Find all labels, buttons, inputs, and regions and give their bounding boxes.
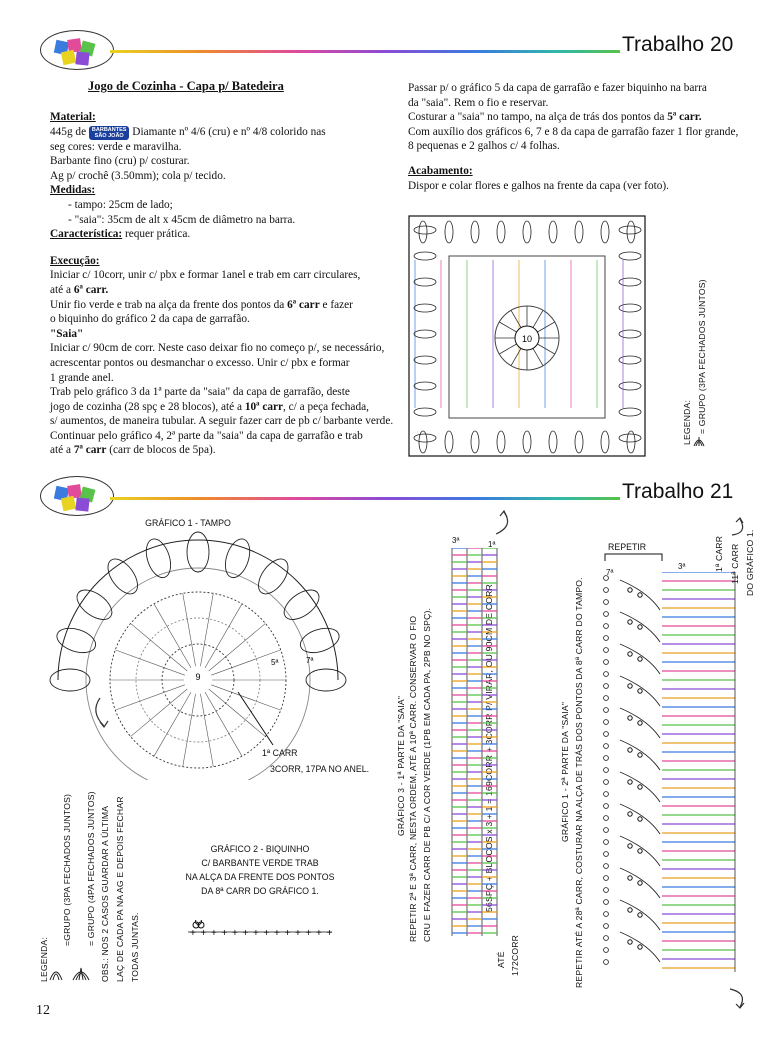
g4-chain: [604, 624, 609, 629]
biquinho-plus: +: [284, 928, 291, 939]
t20-left-column: [50, 110, 393, 458]
g4-chain: [628, 748, 632, 752]
g1-row7-label: 7ª: [306, 656, 314, 665]
g4-chain: [628, 812, 632, 816]
t21-legend-5: TODAS JUNTAS.: [130, 912, 140, 982]
g4-chain: [638, 625, 642, 629]
brand-logo: BARBANTES SÃO JOÃO: [89, 126, 130, 140]
g1-first-row-desc: 3CORR, 17PA NO ANEL.: [270, 764, 370, 774]
g1p2-title: GRÁFICO 1 - 2ª PARTE DA "SAIA": [560, 701, 570, 842]
g4-chain: [604, 912, 609, 917]
square-petal: [619, 304, 641, 312]
g4-chain: [604, 636, 609, 641]
biquinho-plus: +: [305, 928, 312, 939]
square-petal: [414, 278, 436, 286]
g4-chain: [604, 840, 609, 845]
biquinho-plus: +: [316, 928, 322, 939]
group3-symbol-icon: [48, 964, 64, 982]
saia-line-6: s/ aumentos, de maneira tubular. A seguir fazer carr de pb c/ barbante verde.: [50, 415, 394, 428]
first-carr-label-2: 11ª CARR: [730, 543, 740, 584]
g4-chain: [604, 756, 609, 761]
g4-chain: [628, 684, 632, 688]
biquinho-plus: +: [295, 928, 301, 939]
g4-chain: [604, 852, 609, 857]
material-line-1: 445g de BARBANTES SÃO JOÃO Diamante nº 4/6 (cru) e nº 4/8 colorido nas: [50, 125, 326, 139]
arrowhead-icon: [100, 721, 108, 727]
material-heading: Material:: [50, 111, 96, 123]
saia-heading: "Saia": [50, 327, 84, 340]
g4-arc: [620, 772, 660, 802]
square-petal: [497, 221, 505, 243]
exec-line-1: Iniciar c/ 10corr, unir c/ pbx e formar 1anel e trab em carr circulares,: [50, 269, 361, 282]
header-divider-2: [110, 497, 620, 500]
g4-chain: [604, 828, 609, 833]
square-petal: [549, 221, 557, 243]
biquinho-plus: +: [232, 928, 238, 939]
square-petal: [414, 330, 436, 338]
repeat-arrow-icon: [490, 508, 518, 538]
g4-chain: [604, 888, 609, 893]
g4-arc: [620, 708, 660, 738]
g4-chain: [604, 744, 609, 749]
saia-line-2: acrescentar pontos ou desmanchar o excesso. Unir c/ pbx e formar: [50, 356, 350, 369]
exec-line-2: até a 6ª carr.: [50, 283, 109, 296]
biquinho-plus: +: [274, 928, 280, 939]
g4-chain: [604, 804, 609, 809]
g4-chain: [604, 924, 609, 929]
g4-chain: [604, 792, 609, 797]
g4-chain: [604, 660, 609, 665]
t20-right-column: [408, 81, 738, 193]
saia-line-4: Trab pelo gráfico 3 da 1ª parte da "saia" da capa de garrafão, deste: [50, 386, 350, 399]
right-line-2: da "saia". Rem o fio e reservar.: [408, 96, 549, 109]
g4-chain: [628, 780, 632, 784]
g1p2-row3-label: 3ª: [678, 562, 686, 571]
exec-line-3: Unir fio verde e trab na alça da frente dos pontos da 6ª carr e fazer: [50, 298, 353, 311]
square-petal: [414, 304, 436, 312]
acabamento-text: Dispor e colar flores e galhos na frente da capa (ver foto).: [408, 179, 669, 192]
square-petal: [619, 252, 641, 260]
square-petal: [627, 221, 635, 243]
g4-chain: [638, 849, 642, 853]
tampo-fan-petal: [50, 669, 90, 691]
right-line-4: Com auxílio dos gráficos 6, 7 e 8 da capa de garrafão fazer 1 flor grande,: [408, 125, 739, 138]
square-petal: [619, 408, 641, 416]
tampo-outer-arc: [58, 540, 338, 680]
repetir-bracket: [604, 552, 664, 562]
square-petal: [619, 226, 641, 234]
g4-arc: [620, 804, 660, 834]
square-petal: [414, 226, 436, 234]
square-petal: [414, 408, 436, 416]
tampo-spoke: [200, 593, 213, 666]
biquinho-plus: +: [326, 928, 333, 939]
g4-chain: [604, 816, 609, 821]
t20-legend-text: = GRUPO (3PA FECHADOS JUNTOS): [697, 279, 707, 434]
g4-chain: [628, 588, 632, 592]
first-carr-label: 1ª CARR: [714, 535, 724, 572]
trabalho-21-title: Trabalho 21: [622, 480, 734, 503]
g4-chain: [628, 716, 632, 720]
group-symbol-icon: [692, 434, 706, 448]
square-petal: [619, 278, 641, 286]
square-spoke: [499, 344, 516, 354]
page-number: 12: [36, 1003, 50, 1018]
group4-symbol-icon: [72, 964, 90, 982]
g3-ate: ATÉ: [496, 951, 506, 968]
g4-chain: [604, 732, 609, 737]
g1p2-line-1: REPETIR ATÉ A 28ª CARR, COSTURAR NA ALÇA DE TRÁS DOS PONTOS DA 8ª CARR DO TAMPO.: [574, 577, 584, 988]
g4-chain: [604, 936, 609, 941]
g3-line-1: REPETIR 2ª E 3ª CARR, NESTA ORDEM, ATÉ A 10ª CARR. CONSERVAR O FIO: [408, 615, 418, 942]
square-petal: [523, 431, 531, 453]
tampo-fan-petal: [253, 554, 294, 599]
g4-chain: [604, 900, 609, 905]
t21-legend-1: =GRUPO (3PA FECHADOS JUNTOS): [62, 793, 72, 946]
square-petal: [471, 221, 479, 243]
first-carr-label-3: DO GRÁFICO 1.: [745, 529, 755, 596]
g4-chain: [604, 948, 609, 953]
g4-chain: [604, 612, 609, 617]
execucao-heading: Execução:: [50, 254, 100, 267]
tampo-spoke: [115, 685, 185, 710]
tampo-spoke: [211, 685, 281, 710]
acabamento-heading: Acabamento:: [408, 164, 473, 177]
t20-legend-label: LEGENDA:: [682, 399, 692, 445]
square-petal: [575, 221, 583, 243]
exec-line-4: o biquinho do gráfico 2 da capa de garrafão.: [50, 313, 250, 326]
publisher-logo: [40, 30, 114, 70]
g4-chain: [604, 672, 609, 677]
medidas-line-2: - "saia": 35cm de alt x 45cm de diâmetro na barra.: [68, 213, 296, 226]
square-motif-chart: [405, 212, 650, 462]
turn-arrow-icon: [728, 515, 752, 539]
t21-legend-4: LAÇ DE CADA PA NA AG E DEPOIS FECHAR: [115, 796, 125, 982]
g3-row1-label: 1ª: [488, 540, 496, 549]
caracteristica-line: Característica: requer prática.: [50, 228, 191, 241]
g4-chain: [604, 648, 609, 653]
saia-line-3: 1 grande anel.: [50, 371, 114, 384]
g1p2-row7-label: 7ª: [606, 568, 614, 577]
g4-chain: [604, 696, 609, 701]
fan-motifs: [50, 532, 346, 780]
g3-title: GRÁFICO 3 - 1ª PARTE DA "SAIA": [396, 695, 406, 836]
turn-arrow-bottom-icon: [726, 985, 752, 1011]
tampo-fan-petal: [102, 554, 143, 599]
biquinho-plus: +: [253, 928, 259, 939]
square-petal: [619, 356, 641, 364]
g1-title: GRÁFICO 1 - TAMPO: [145, 518, 231, 528]
g2-caption: GRÁFICO 2 - BIQUINHO C/ BARBANTE VERDE TRAB NA ALÇA DA FRENTE DOS PONTOS DA 8ª CARR DO GRÁFICO 1.: [185, 844, 335, 896]
g3-172corr: 172CORR: [510, 934, 520, 976]
square-petal: [414, 382, 436, 390]
g4-arc: [620, 676, 660, 706]
square-spoke: [511, 348, 521, 365]
g4-chain: [638, 753, 642, 757]
g4-chain: [638, 913, 642, 917]
biquinho-plus: +: [190, 928, 196, 939]
saia-line-7: Continuar pelo gráfico 4, 2ª parte da "saia" da capa de garrafão e trab: [50, 429, 363, 442]
square-petal: [523, 221, 531, 243]
g4-chain: [604, 864, 609, 869]
g3-row3-label: 3ª: [452, 536, 460, 545]
g4-arc: [620, 900, 660, 930]
saia-line-5: jogo de cozinha (28 spç e 28 blocos), até a 10ª carr, c/ a peça fechada,: [50, 400, 369, 413]
biquinho-plus: +: [263, 928, 270, 939]
material-line-2: seg cores: verde e maravilha.: [50, 140, 182, 153]
g3-line-2: CRU E FAZER CARR DE PB C/ A COR VERDE (1PB EM CADA PA, 2PB NO SPÇ).: [422, 607, 432, 942]
tampo-fan-chart: [38, 530, 358, 780]
saia-line-8: até a 7ª carr (carr de blocos de 5pa).: [50, 444, 216, 457]
g4-chain: [628, 844, 632, 848]
square-petal: [549, 431, 557, 453]
square-petal: [619, 382, 641, 390]
tampo-fan-petal: [306, 669, 346, 691]
saia-line-1: Iniciar c/ 90cm de corr. Neste caso deixar fio no começo p/, se necessário,: [50, 342, 385, 355]
g1-first-row: 1ª CARR: [262, 748, 298, 758]
square-petal: [419, 221, 427, 243]
g4-chain: [628, 652, 632, 656]
g4-chain: [604, 960, 609, 965]
g4-arc: [620, 932, 660, 962]
t21-legend-label: LEGENDA:: [39, 936, 49, 982]
article-title: Jogo de Cozinha - Capa p/ Batedeira: [88, 79, 284, 93]
tampo-spoke: [183, 694, 196, 767]
g4-chain: [604, 684, 609, 689]
g4-arc: [620, 644, 660, 674]
square-petal: [471, 431, 479, 453]
square-petal: [414, 252, 436, 260]
g4-arc: [620, 836, 660, 866]
g4-chain: [628, 620, 632, 624]
square-spoke: [511, 310, 521, 327]
g4-chain: [604, 576, 609, 581]
repetir-label: REPETIR: [608, 542, 647, 552]
g4-chain: [628, 876, 632, 880]
square-center-label: 10: [521, 334, 533, 344]
square-petal: [497, 431, 505, 453]
square-petal: [601, 221, 609, 243]
biquinho-plus: +: [211, 928, 217, 939]
g4-chain: [638, 881, 642, 885]
right-line-3: Costurar a "saia" no tampo, na alça de trás dos pontos da 5ª carr.: [408, 111, 702, 124]
g4-chain: [628, 908, 632, 912]
g1-center-label: 9: [195, 672, 201, 682]
g4-arc: [620, 612, 660, 642]
biquinho-plus: +: [200, 928, 207, 939]
square-petal: [575, 431, 583, 453]
g4-chain: [638, 785, 642, 789]
g1-row5-label: 5ª: [271, 658, 279, 667]
medidas-heading: Medidas:: [50, 184, 96, 197]
g4-chain: [604, 600, 609, 605]
right-line-1: Passar p/ o gráfico 5 da capa de garrafão e fazer biquinho na barra: [408, 82, 707, 94]
biquinho-plus: +: [221, 928, 228, 939]
square-petal: [619, 434, 641, 442]
biquinho-plus: +: [242, 928, 249, 939]
g4-chain: [604, 876, 609, 881]
g4-chain: [604, 780, 609, 785]
right-line-5: 8 pequenas e 2 galhos c/ 4 folhas.: [408, 140, 560, 153]
publisher-logo-2: [40, 476, 114, 516]
t21-legend-2: = GRUPO (4PA FECHADOS JUNTOS): [86, 791, 96, 946]
square-petal: [445, 221, 453, 243]
tampo-fan-petal: [187, 532, 209, 572]
g4-chain: [604, 720, 609, 725]
first-row-pointer: [238, 692, 273, 745]
material-line-3: Barbante fino (cru) p/ costurar.: [50, 155, 190, 168]
g4-chain: [604, 588, 609, 593]
square-petal: [414, 434, 436, 442]
g4-chain: [604, 768, 609, 773]
tampo-spoke: [200, 694, 213, 767]
g4-chain: [638, 689, 642, 693]
g4-chain: [638, 721, 642, 725]
g4-arc: [620, 868, 660, 898]
square-petal: [619, 330, 641, 338]
g3-line-3: 56SPÇ + BLOCOS x 3 + 1 = 169CORR + 3CORR P/ VIRAR, OU 90CM DE CORR.: [484, 581, 494, 912]
material-line-4: Ag p/ crochê (3.50mm); cola p/ tecido.: [50, 169, 226, 182]
square-petal: [414, 356, 436, 364]
trabalho-20-title: Trabalho 20: [622, 33, 734, 56]
square-petal: [445, 431, 453, 453]
g4-chain: [638, 945, 642, 949]
direction-arrow-icon: [96, 698, 104, 726]
square-spoke: [499, 322, 516, 332]
g4-chain: [628, 940, 632, 944]
square-spoke: [533, 348, 543, 365]
square-spoke: [533, 310, 543, 327]
square-spoke: [537, 344, 554, 354]
t21-legend-3: OBS.: NOS 2 CASOS GUARDAR A ÚLTIMA: [100, 805, 110, 982]
square-petal: [601, 431, 609, 453]
g4-chain: [604, 708, 609, 713]
biquinho-row-chart: [186, 920, 336, 942]
header-divider: [110, 50, 620, 53]
tampo-spoke: [115, 650, 185, 675]
saia-part1-chart: [448, 548, 510, 938]
g4-chain: [638, 657, 642, 661]
tampo-fan-petal: [72, 584, 117, 625]
medidas-line-1: - tampo: 25cm de lado;: [68, 198, 173, 211]
tampo-spoke: [183, 593, 196, 666]
g4-chain: [638, 817, 642, 821]
g4-chain: [638, 593, 642, 597]
g4-arc: [620, 580, 660, 610]
square-spoke: [537, 322, 554, 332]
tampo-fan-petal: [279, 584, 324, 625]
saia-part2-chart: [600, 572, 740, 972]
g4-arc: [620, 740, 660, 770]
